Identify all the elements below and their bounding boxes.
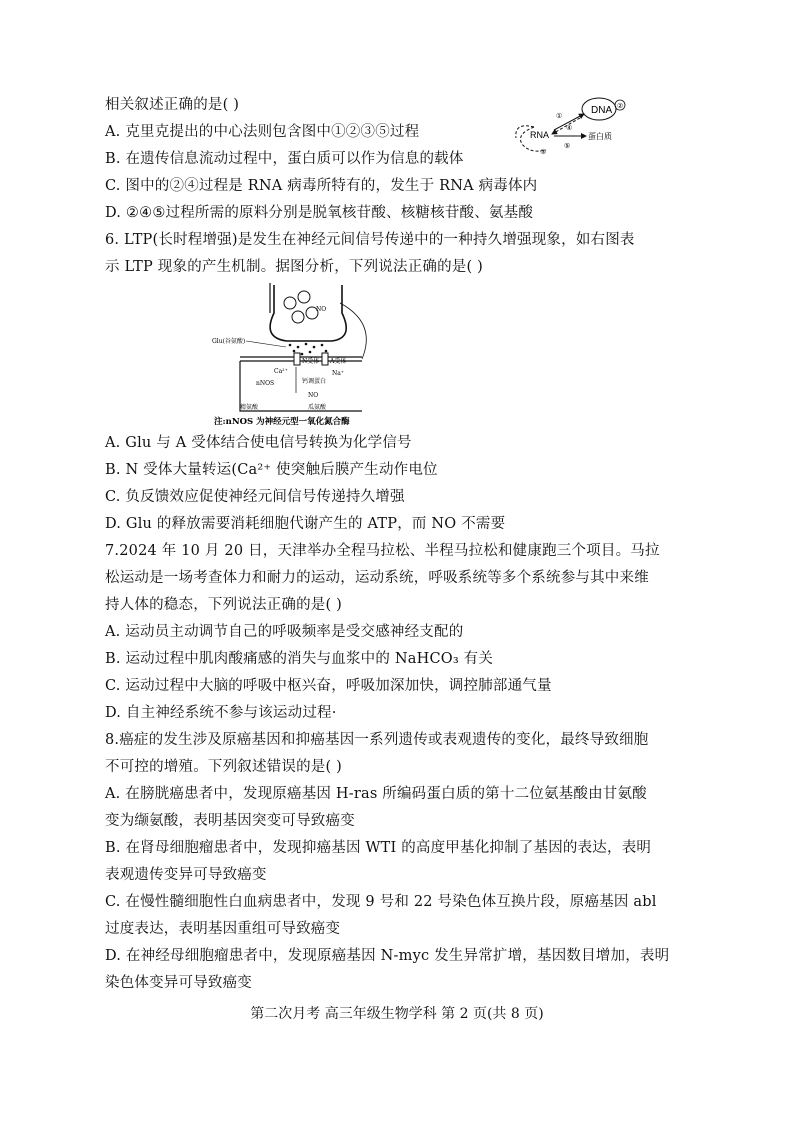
q7-option-d: D. 自主神经系统不参与该运动过程·	[105, 705, 337, 721]
protein-label: 蛋白质	[588, 132, 612, 141]
marker-3: ③	[540, 148, 547, 156]
q7-option-c: C. 运动过程中大脑的呼吸中枢兴奋，呼吸加深加快，调控肺部通气量	[105, 678, 552, 694]
arginine-label: 精氨酸	[240, 404, 259, 411]
q8-option-c-line-2: 过度表达，表明基因重组可导致癌变	[105, 921, 341, 937]
q5-option-a: A. 克里克提出的中心法则包含图中①②③⑤过程	[105, 124, 420, 140]
q5-option-b: B. 在遗传信息流动过程中，蛋白质可以作为信息的载体	[105, 151, 464, 167]
q8-option-a-line-2: 变为缬氨酸，表明基因突变可导致癌变	[105, 813, 355, 829]
rna-label: RNA	[530, 130, 550, 140]
q8-option-d-line-1: D. 在神经母细胞瘤患者中，发现原癌基因 N-myc 发生异常扩增，基因数目增加，表明	[105, 948, 670, 964]
no-label: NO	[308, 392, 319, 399]
a-receptor-label: A受体	[330, 358, 347, 365]
q5-option-d: D. ②④⑤过程所需的原料分别是脱氧核苷酸、核糖核苷酸、氨基酸	[105, 205, 534, 221]
marker-1: ①	[556, 112, 563, 120]
q6-option-c: C. 负反馈效应促使神经元间信号传递持久增强	[105, 489, 405, 505]
nnos-label: nNOS	[256, 380, 275, 387]
q6-option-d: D. Glu 的释放需要消耗细胞代谢产生的 ATP，而 NO 不需要	[105, 516, 506, 532]
no-label-top: NO	[316, 306, 327, 313]
marker-5: ⑤	[564, 142, 571, 150]
q6-option-a: A. Glu 与 A 受体结合使电信号转换为化学信号	[105, 435, 412, 451]
q6-option-b: B. N 受体大量转运(Ca²⁺ 使突触后膜产生动作电位	[105, 462, 438, 478]
marker-2: ②	[617, 102, 624, 110]
q8-option-b-line-1: B. 在肾母细胞瘤患者中，发现抑癌基因 WTI 的高度甲基化抑制了基因的表达，表明	[105, 840, 652, 856]
marker-4: ④	[566, 124, 573, 132]
ltp-synapse-diagram	[212, 283, 382, 428]
q7-stem-line-3: 持人体的稳态，下列说法正确的是( )	[105, 597, 343, 613]
q8-option-b-line-2: 表观遗传变异可导致癌变	[105, 867, 267, 883]
q7-option-b: B. 运动过程中肌肉酸痛感的消失与血浆中的 NaHCO₃ 有关	[105, 651, 494, 667]
glu-label: Glu(谷氨酸)	[212, 338, 246, 345]
ca-label: Ca²⁺	[274, 368, 288, 375]
q6-stem-line-1: 6. LTP(长时程增强)是发生在神经元间信号传递中的一种持久增强现象，如右图表	[105, 232, 635, 248]
q7-stem-line-1: 7.2024 年 10 月 20 日，天津举办全程马拉松、半程马拉松和健康跑三个项目。马拉	[105, 543, 660, 559]
central-dogma-diagram	[494, 92, 644, 162]
q7-stem-line-2: 松运动是一场考查体力和耐力的运动，运动系统，呼吸系统等多个系统参与其中来维	[105, 570, 649, 586]
q7-option-a: A. 运动员主动调节自己的呼吸频率是受交感神经支配的	[105, 624, 464, 640]
q8-option-d-line-2: 染色体变异可导致癌变	[105, 975, 252, 991]
q8-stem-line-2: 不可控的增殖。下列叙述错误的是( )	[105, 759, 343, 775]
figure-note: 注:nNOS 为神经元型一氧化氮合酶	[214, 417, 350, 427]
q6-stem-line-2: 示 LTP 现象的产生机制。据图分析，下列说法正确的是( )	[105, 259, 484, 275]
page-footer: 第二次月考 高三年级生物学科 第 2 页(共 8 页)	[250, 1006, 544, 1022]
q5-option-c: C. 图中的②④过程是 RNA 病毒所特有的，发生于 RNA 病毒体内	[105, 178, 538, 194]
q8-option-a-line-1: A. 在膀胱癌患者中，发现原癌基因 H-ras 所编码蛋白质的第十二位氨基酸由甘氨酸	[105, 786, 647, 802]
q5-stem-tail: 相关叙述正确的是( )	[105, 97, 240, 113]
q8-stem-line-1: 8.癌症的发生涉及原癌基因和抑癌基因一系列遗传或表观遗传的变化，最终导致细胞	[105, 732, 649, 748]
dna-label: DNA	[591, 105, 613, 116]
citrulline-label: 瓜氨酸	[308, 404, 327, 411]
q8-option-c-line-1: C. 在慢性髓细胞性白血病患者中，发现 9 号和 22 号染色体互换片段，原癌基因 abl	[105, 894, 657, 910]
calmodulin-label: 钙调蛋白	[302, 378, 327, 385]
na-label: Na⁺	[332, 370, 344, 377]
n-receptor-label: N受体	[302, 358, 320, 365]
